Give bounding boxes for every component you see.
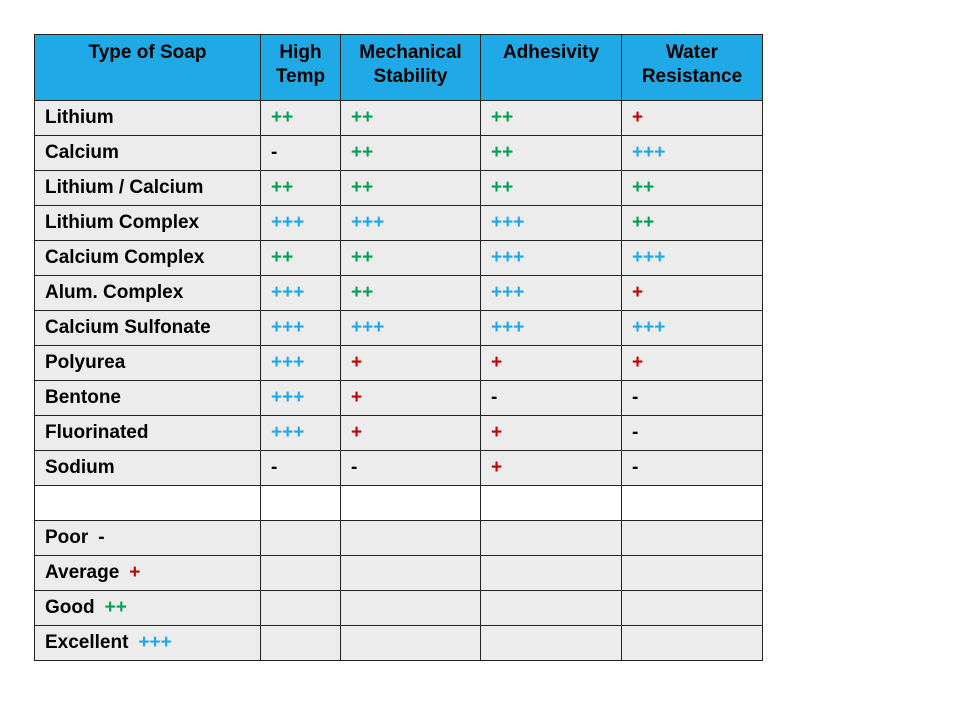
- rating-cell: [622, 171, 763, 206]
- table-row: [35, 206, 763, 241]
- rating-cell: [481, 416, 622, 451]
- legend-row: [35, 591, 763, 626]
- rating-cell: [622, 206, 763, 241]
- rating-symbol: +++: [351, 317, 385, 338]
- rating-symbol: +: [491, 422, 503, 443]
- table-row: [35, 381, 763, 416]
- rating-symbol: +++: [271, 352, 305, 373]
- table-row: [35, 346, 763, 381]
- rating-cell: [481, 451, 622, 486]
- empty-cell: [261, 556, 341, 591]
- legend-symbol: +++: [138, 632, 172, 653]
- rating-symbol: +++: [491, 282, 525, 303]
- rating-symbol: +: [632, 107, 644, 128]
- rating-cell: [622, 136, 763, 171]
- empty-cell: [481, 521, 622, 556]
- empty-cell: [341, 521, 481, 556]
- rating-symbol: ++: [271, 247, 294, 268]
- rating-symbol: +: [632, 282, 644, 303]
- rating-cell: [622, 276, 763, 311]
- legend-row: [35, 626, 763, 661]
- rating-symbol: ++: [632, 212, 655, 233]
- legend-cell: [35, 626, 261, 661]
- header-water-resistance: [622, 35, 763, 101]
- rating-cell: [481, 311, 622, 346]
- header-text: Mechanical: [359, 42, 462, 63]
- header-text: Stability: [373, 66, 448, 87]
- soap-type-cell: Sodium: [35, 451, 261, 486]
- empty-cell: [261, 486, 341, 521]
- soap-type-cell: Lithium / Calcium: [35, 171, 261, 206]
- empty-cell: [261, 626, 341, 661]
- soap-type-cell: Calcium Complex: [35, 241, 261, 276]
- empty-cell: [481, 626, 622, 661]
- rating-cell: [341, 136, 481, 171]
- soap-type-cell: Calcium: [35, 136, 261, 171]
- rating-symbol: ++: [351, 177, 374, 198]
- rating-symbol: ++: [351, 142, 374, 163]
- table-row: [35, 241, 763, 276]
- rating-symbol: +++: [271, 387, 305, 408]
- legend-label: Average: [45, 562, 120, 583]
- rating-cell: [261, 346, 341, 381]
- rating-cell: [261, 416, 341, 451]
- rating-cell: [622, 241, 763, 276]
- rating-symbol: +: [351, 422, 363, 443]
- rating-symbol: +++: [632, 317, 666, 338]
- rating-cell: [341, 101, 481, 136]
- table-row: [35, 416, 763, 451]
- legend-cell: [35, 556, 261, 591]
- rating-cell: [622, 416, 763, 451]
- rating-cell: [481, 241, 622, 276]
- rating-symbol: +++: [632, 247, 666, 268]
- rating-cell: [341, 346, 481, 381]
- rating-symbol: -: [271, 142, 278, 163]
- rating-cell: [261, 451, 341, 486]
- soap-type-cell: Polyurea: [35, 346, 261, 381]
- rating-cell: [622, 101, 763, 136]
- rating-symbol: ++: [271, 107, 294, 128]
- rating-cell: [261, 136, 341, 171]
- empty-cell: [261, 521, 341, 556]
- rating-cell: [622, 346, 763, 381]
- soap-type-cell: Alum. Complex: [35, 276, 261, 311]
- rating-cell: [341, 206, 481, 241]
- rating-symbol: ++: [491, 177, 514, 198]
- header-adhesivity: [481, 35, 622, 101]
- rating-symbol: +: [351, 352, 363, 373]
- grease-soap-comparison-table: [34, 34, 763, 661]
- legend-label: Excellent: [45, 632, 129, 653]
- empty-cell: [622, 521, 763, 556]
- empty-cell: [261, 591, 341, 626]
- rating-cell: [622, 451, 763, 486]
- rating-cell: [261, 381, 341, 416]
- header-text: Resistance: [641, 66, 743, 87]
- legend-label: Good: [45, 597, 95, 618]
- rating-symbol: +++: [491, 247, 525, 268]
- legend-cell: [35, 521, 261, 556]
- rating-symbol: -: [632, 457, 639, 478]
- soap-type-cell: Fluorinated: [35, 416, 261, 451]
- rating-symbol: +: [491, 352, 503, 373]
- rating-cell: [481, 101, 622, 136]
- rating-symbol: ++: [271, 177, 294, 198]
- legend-symbol: -: [98, 527, 105, 548]
- rating-symbol: ++: [351, 107, 374, 128]
- table-row: [35, 171, 763, 206]
- empty-cell: [341, 626, 481, 661]
- empty-cell: [341, 556, 481, 591]
- rating-cell: [261, 206, 341, 241]
- empty-cell: [481, 591, 622, 626]
- empty-cell: [622, 591, 763, 626]
- rating-symbol: +++: [491, 317, 525, 338]
- soap-type-cell: Lithium: [35, 101, 261, 136]
- legend-symbol: ++: [104, 597, 127, 618]
- rating-symbol: -: [491, 387, 498, 408]
- table-row: [35, 101, 763, 136]
- rating-symbol: ++: [632, 177, 655, 198]
- table-row: [35, 136, 763, 171]
- table-body: [35, 101, 763, 661]
- rating-cell: [481, 136, 622, 171]
- rating-cell: [622, 311, 763, 346]
- rating-cell: [622, 381, 763, 416]
- rating-cell: [341, 381, 481, 416]
- header-text: Water: [665, 42, 719, 63]
- empty-cell: [622, 556, 763, 591]
- rating-symbol: +: [632, 352, 644, 373]
- rating-symbol: ++: [491, 107, 514, 128]
- rating-cell: [341, 171, 481, 206]
- rating-cell: [341, 311, 481, 346]
- rating-symbol: +: [491, 457, 503, 478]
- rating-symbol: +: [351, 387, 363, 408]
- legend-row: [35, 556, 763, 591]
- table-row: [35, 276, 763, 311]
- header-text: Type of Soap: [88, 42, 207, 63]
- rating-symbol: -: [271, 457, 278, 478]
- rating-symbol: +++: [351, 212, 385, 233]
- rating-cell: [481, 171, 622, 206]
- rating-cell: [261, 171, 341, 206]
- legend-symbol: +: [129, 562, 141, 583]
- header-mechanical-stability: [341, 35, 481, 101]
- rating-symbol: +++: [271, 282, 305, 303]
- rating-cell: [261, 276, 341, 311]
- empty-cell: [481, 556, 622, 591]
- rating-cell: [341, 241, 481, 276]
- header-high-temp: [261, 35, 341, 101]
- legend-row: [35, 521, 763, 556]
- empty-cell: [341, 591, 481, 626]
- rating-cell: [261, 101, 341, 136]
- header-text: High: [279, 42, 322, 63]
- header-text: Adhesivity: [502, 42, 600, 63]
- rating-symbol: ++: [351, 282, 374, 303]
- soap-type-cell: Lithium Complex: [35, 206, 261, 241]
- rating-symbol: +++: [271, 422, 305, 443]
- rating-cell: [341, 416, 481, 451]
- rating-symbol: +++: [271, 212, 305, 233]
- rating-cell: [341, 451, 481, 486]
- rating-cell: [261, 241, 341, 276]
- rating-symbol: ++: [491, 142, 514, 163]
- header-type-of-soap: [35, 35, 261, 101]
- rating-symbol: -: [632, 387, 639, 408]
- rating-cell: [261, 311, 341, 346]
- header-text: Temp: [275, 66, 326, 87]
- empty-cell: [481, 486, 622, 521]
- rating-cell: [341, 276, 481, 311]
- soap-type-cell: Calcium Sulfonate: [35, 311, 261, 346]
- empty-cell: [622, 626, 763, 661]
- rating-symbol: +++: [271, 317, 305, 338]
- rating-symbol: +++: [632, 142, 666, 163]
- rating-cell: [481, 381, 622, 416]
- rating-symbol: -: [351, 457, 358, 478]
- rating-symbol: ++: [351, 247, 374, 268]
- empty-cell: [622, 486, 763, 521]
- empty-cell: [35, 486, 261, 521]
- table-row: [35, 311, 763, 346]
- rating-cell: [481, 276, 622, 311]
- rating-cell: [481, 346, 622, 381]
- soap-type-cell: Bentone: [35, 381, 261, 416]
- legend-cell: [35, 591, 261, 626]
- blank-separator-row: [35, 486, 763, 521]
- header-row: [35, 35, 763, 101]
- table-row: [35, 451, 763, 486]
- rating-symbol: -: [632, 422, 639, 443]
- rating-cell: [481, 206, 622, 241]
- legend-label: Poor: [45, 527, 89, 548]
- empty-cell: [341, 486, 481, 521]
- rating-symbol: +++: [491, 212, 525, 233]
